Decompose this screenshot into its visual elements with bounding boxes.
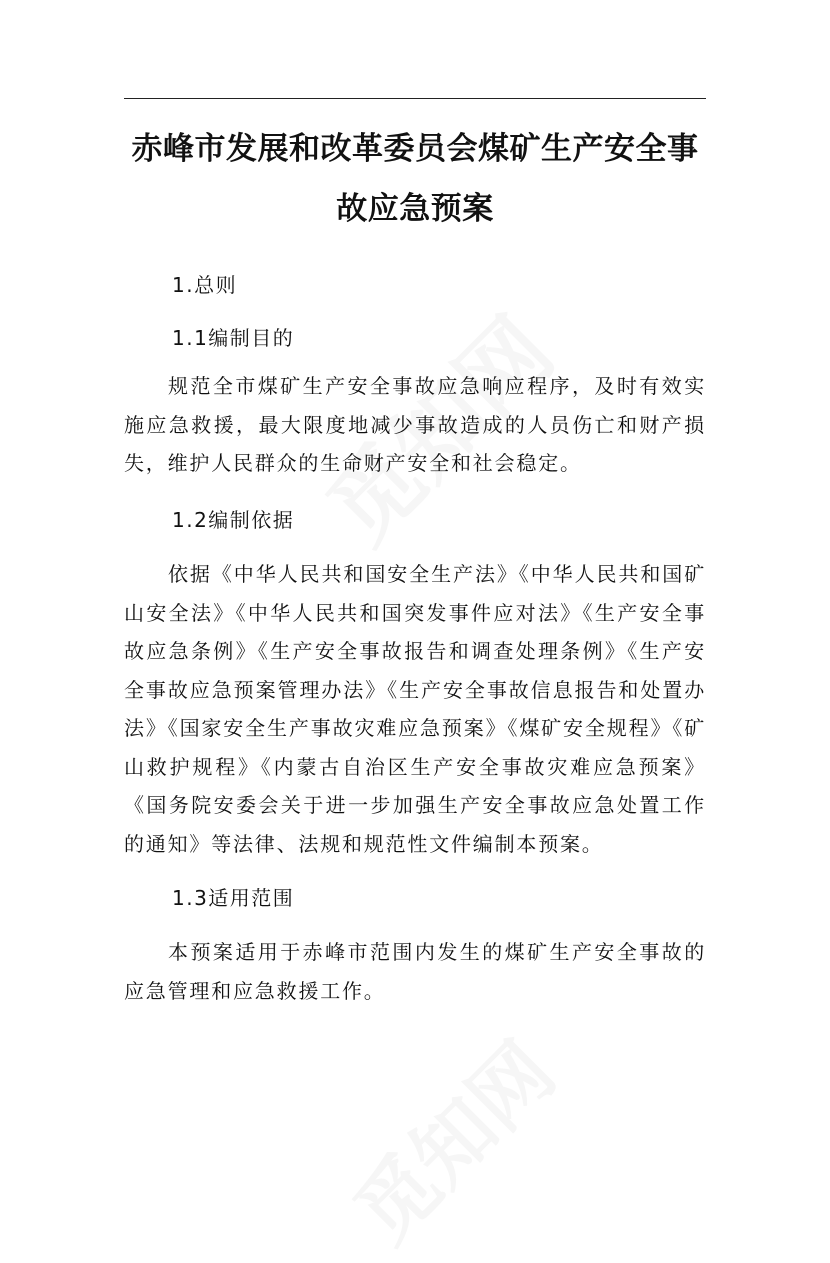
section-heading-basis: 1.2编制依据	[172, 508, 295, 532]
paragraph-basis: 依据《中华人民共和国安全生产法》《中华人民共和国矿山安全法》《中华人民共和国突发事件应对法》《生产安全事故应急条例》《生产安全事故报告和调查处理条例》《生产安全事故应急预案管理办法》《生产安全事故信息报告和处置办法》《国家安全生产事故灾难应急预案》《煤矿安全规程》《矿山救护规程》《内蒙古自治区生产安全事故灾难应急预案》《国务院安委会关于进一步加强生产安全事故应急处置工作的通知》等法律、法规和规范性文件编制本预案。	[124, 562, 706, 856]
paragraph-purpose: 规范全市煤矿生产安全事故应急响应程序，及时有效实施应急救援，最大限度地减少事故造成的人员伤亡和财产损失，维护人民群众的生命财产安全和社会稳定。	[124, 374, 706, 475]
document-title-line-1: 赤峰市发展和改革委员会煤矿生产安全事	[131, 131, 699, 167]
header-rule	[124, 98, 706, 99]
paragraph-scope: 本预案适用于赤峰市范围内发生的煤矿生产安全事故的应急管理和应急救援工作。	[124, 940, 706, 1003]
section-heading-scope: 1.3适用范围	[172, 886, 295, 910]
watermark	[324, 1012, 575, 1263]
section-heading-general: 1.总则	[172, 273, 238, 297]
document-title-line-2: 故应急预案	[336, 191, 494, 227]
section-heading-purpose: 1.1编制目的	[172, 326, 295, 350]
